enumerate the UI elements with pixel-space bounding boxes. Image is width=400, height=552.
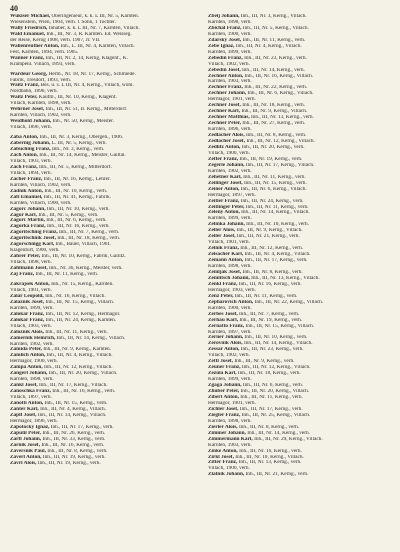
entry-details: Kärnten, 1903, verh. xyxy=(208,442,252,448)
entry-details: Inh., III, Nr. 14, Kerng., Villach. xyxy=(243,341,313,347)
entry-name: Zelinka Johann, xyxy=(208,222,245,228)
entry-details: Inh., III, Nr. 12, Kerng., Villach. xyxy=(246,139,315,145)
entry-details: Inh., III, Nr. 11, Kerng., verh. xyxy=(245,204,309,210)
entry-details: Kärnten, 1902, verh. xyxy=(10,341,54,347)
entry-details: Inh., Nr. 36, Kerng., Meister, verh. xyxy=(49,266,123,272)
entry-details: Inh., III, Nr. 22, Kerng., Villach. xyxy=(254,299,324,305)
entry-details: Inh., III, Nr. 6, Kerng., verh. xyxy=(46,218,107,224)
entry-details: Inh., III, Nr. 24, Kerng., verh. xyxy=(240,198,304,204)
entry-details: Kärnten, 1899, verh. xyxy=(208,377,252,383)
entry-name: Zabuchnig Franz, xyxy=(10,147,51,153)
entry-name: Wallenreuther Anton, xyxy=(10,43,60,49)
entry-details: L. III, Nr. 5, Kerng., verh. xyxy=(51,141,107,147)
entry-name: Zapfl Josef, xyxy=(10,412,37,418)
entry-name: Zepharovich Anton, xyxy=(208,299,254,305)
entry-details: Kärnten, 1896, verh. xyxy=(208,127,252,133)
entry-details: Inh., III, Nr. 11, Kerng., verh. xyxy=(35,272,99,278)
entry-name: Zelsacher Karl, xyxy=(208,252,244,258)
entry-details: Villach, 1901, verh. xyxy=(208,240,250,246)
entry-name: Zebe Ignaz, xyxy=(208,43,235,49)
entry-details: Inh., III, Nr. 10, Kerng., verh. xyxy=(46,206,110,212)
entry-name: Zanotti Anton, xyxy=(10,401,44,407)
entry-name: Zaj Franz, xyxy=(10,272,35,278)
entry-details: Villach, 1900, verh. xyxy=(208,466,250,472)
entry-details: Inh., III, Nr. 12, Kerng., Villach. xyxy=(44,365,113,371)
entry-details: Inh., III, Nr. 14, Kerng., Villach. xyxy=(241,210,310,216)
entry-details: Inh., Nr. 3, Kerng., verh. xyxy=(51,147,105,153)
entry-name: Zampa Anton, xyxy=(10,365,43,371)
entry-details: Kaufm., III, Nr. 10, Kerng., Klagenf. xyxy=(38,95,117,101)
entry-details: Inh., III, Nr. 6, Kerng., Villach. xyxy=(240,186,307,192)
entry-details: Kärnten, 1900, verh. xyxy=(208,31,252,37)
entry-name: Wukiser Michael, xyxy=(10,14,51,19)
entry-details: Inh., III, Nr. 27, Kerng., verh. xyxy=(242,121,306,127)
entry-details: Inh., III, Nr. 20, Kerng., Villach. xyxy=(48,371,118,377)
entry-details: Hermagor, 1900, verh. xyxy=(10,359,58,365)
entry-name: Zagorc Martin, xyxy=(10,218,45,224)
entry-details: Inh., III, Nr. 9, Kerng., verh. xyxy=(234,359,295,365)
entry-name: Zeitlinger Peter, xyxy=(208,204,245,210)
entry-details: Herm., Nr. 18, Nr. 17, Kerng., Schmiede. xyxy=(48,71,136,77)
entry-details: Inh., III, Nr. 11, Kerng., verh. xyxy=(45,329,108,335)
entry-details: Nordbahn, 1896, verh. xyxy=(10,89,58,95)
entry-name: Zemlitsch Johann, xyxy=(208,275,250,281)
entry-name: Zimmer Johann, xyxy=(208,430,246,436)
entry-details: Inh., III, Nr. 33, Kerng., verh. xyxy=(42,436,106,442)
entry-name: Zeitler Franz, xyxy=(208,198,240,204)
entry-details: Inh., III, Nr. 3, Kerng., Obergeh., 1906. xyxy=(39,135,124,141)
entry-details: Inhaber, k. k. L III, Nr. 7, Kärnten, Villach. xyxy=(48,25,140,31)
entry-details: Inh., III, Nr. 5, Kerng., verh. xyxy=(38,212,99,218)
entry-name: Waitz Peter, xyxy=(10,95,38,101)
entry-name: Zierler Alois, xyxy=(208,424,238,430)
entry-details: Inh., III, Nr. 26, Kerng., verh. xyxy=(42,430,106,436)
entry-name: Zach Franz, xyxy=(10,164,38,170)
entry-name: Zagor Karl, xyxy=(10,212,37,218)
entry-name: Wally Friedrich, xyxy=(10,25,48,31)
entry-name: Zeilinger Josef, xyxy=(208,180,243,186)
entry-details: Inh., III, Nr. 22, Kerng., verh. xyxy=(244,85,308,91)
entry-name: Zezula Karl, xyxy=(208,371,237,377)
entry-details: Klagenfurt, 1900, verh. xyxy=(10,248,60,254)
entry-details: Kärnten, Villach, 1900, verh. xyxy=(10,200,72,206)
entry-name: Zlatnik Johann, xyxy=(208,472,245,478)
entry-details: Krampenl. Villach, 1893, verh. xyxy=(10,61,76,67)
entry-details: Villach, 1902, verh. xyxy=(208,61,250,67)
entry-details: Hermagor, 1897, verh. xyxy=(208,192,256,198)
directory-entry xyxy=(208,472,392,478)
entry-details: Inh., III, Nr. 3, R. Kärnten. Ed. Weisseg. xyxy=(46,31,132,37)
entry-details: Kärnten, 1898, verh. xyxy=(208,418,252,424)
entry-details: Hermagor, 1896, verh. xyxy=(10,418,58,424)
directory-entry xyxy=(10,461,194,467)
entry-name: Zichler Josef, xyxy=(208,406,239,412)
entry-details: Inh., III, Nr. 12, Kerng., verh. xyxy=(240,246,304,252)
entry-name: Zaversnik Paul, xyxy=(10,448,46,454)
entry-name: Zelnik Franz, xyxy=(208,246,239,252)
entry-details: Wiesenstein, Wien, 1904, verh. 1 Sohn, 1 Tochter. xyxy=(10,19,116,25)
entry-name: Zerner Johann, xyxy=(208,335,244,341)
entry-details: Villach, 1902, verh. xyxy=(208,353,250,359)
entry-name: Zamernik Heinrich, xyxy=(10,335,56,341)
entry-details: Inh., III, Nr. 15, Kerng., verh. xyxy=(44,401,108,407)
entry-name: Zibert Anton, xyxy=(208,395,239,400)
entry-details: Kärnten, 1903, verh. xyxy=(208,79,252,85)
entry-details: Villach, 1901, verh. xyxy=(10,287,52,293)
entry-details: Inh., III, Nr. 16, Kerng., verh. xyxy=(41,442,105,448)
entry-details: der Reise, Kerng 1908, verh. 1907, Jr. VII. xyxy=(10,37,101,43)
entry-details: Inh., III, Nr. 4, Kerng., Villach. xyxy=(46,353,113,359)
entry-name: Zapotocky Ignaz, xyxy=(10,424,50,430)
entry-details: Kärnten, 1902, verh. xyxy=(208,168,252,174)
right-column xyxy=(208,14,392,548)
entry-details: Fabrik, Tresdorf, 1893, verh. xyxy=(10,77,72,83)
entry-details: Inh., L. III, Nr. 4, Kärnten, Villach. xyxy=(60,43,135,49)
entry-name: Zagorc Johann, xyxy=(10,206,46,212)
entry-details: Inh., III, Nr. 8, Kerng., verh. xyxy=(242,269,303,275)
entry-name: Zaba Anton, xyxy=(10,135,39,141)
entry-details: Inh., III, Nr. 10, Kerng., verh. xyxy=(44,188,108,194)
entry-name: Zechner Johann, xyxy=(208,91,247,97)
entry-name: Wald Emanuel, xyxy=(10,31,46,37)
entry-details: Inh., III, Nr. 12, Kerng., Hermagor. xyxy=(45,311,121,317)
entry-details: Inh., III, Nr. 12, Kerng., Villach. xyxy=(241,365,311,371)
entry-details: Inh., III, Nr. 7, Kerng., verh. xyxy=(59,230,120,236)
entry-details: Inh., III, Nr. 14, Kerng., Villach. xyxy=(37,412,107,418)
entry-details: Inh., III, Nr. 15, Kerng., Villach. xyxy=(45,299,115,305)
entry-details: Inh., Nr. 16, Kerng., Villach. xyxy=(45,293,106,299)
entry-details: Inh., III, Nr. 11, Kerng., verh. xyxy=(240,395,303,400)
entry-name: Zechner Matthias, xyxy=(208,115,250,121)
entry-name: Zagoritschnik Josef, xyxy=(10,236,56,242)
entry-details: Villach, Kärnten, 1898, verh. xyxy=(10,101,72,107)
entry-details: Inh., III, Nr. 19, Kerng., verh. xyxy=(239,317,303,323)
entry-name: Zach Anton, xyxy=(10,152,38,158)
entry-details: Inh., III, Nr. 11, Kerng., verh. xyxy=(242,37,306,43)
entry-details: Inh., III, Nr. 51, II. Kerng., Mitterdorf. xyxy=(45,107,128,113)
entry-details: Inh., III, Nr. 4, Kerng., Villach. xyxy=(244,252,311,258)
entry-details: Inh., III, Nr. 18, Kerng., verh. xyxy=(242,103,305,109)
entry-name: Zbelj Johann, xyxy=(208,14,240,19)
entry-name: Zechner Peter, xyxy=(208,121,241,127)
entry-name: Zarnik Josef, xyxy=(10,442,41,448)
entry-details: Fest, Kärnten, 1894, verh. 1905. xyxy=(10,49,79,55)
entry-name: Zechner Franz, xyxy=(208,85,243,91)
entry-details: Inh., III, Nr. 16, Kerng., Villach. xyxy=(244,73,314,79)
entry-details: Inh., III, Nr. 23, Kerng., verh. xyxy=(240,347,304,353)
entry-details: Inh., III, Nr. 8, Kerng., verh. xyxy=(238,424,300,430)
entry-details: Inh., III, Nr. 11, Kerng., verh. xyxy=(243,174,306,180)
entry-details: Inh., III, Nr. 16, Kerng., verh. xyxy=(239,448,302,454)
entry-details: Inh., III, Nr. 6, Kerng., Villach. xyxy=(247,91,314,97)
entry-details: Inh., III, Nr. 19, Kerng., verh. xyxy=(42,454,106,460)
entry-details: Kärnten, 1899, verh. xyxy=(208,49,252,55)
entry-details: Inh., III, Nr. 29, Kerng., Villach. xyxy=(254,436,323,442)
entry-name: Ziegler Franz, xyxy=(208,412,241,418)
entry-name: Zangerl Johann, xyxy=(10,371,48,377)
entry-details: Hermagor, 1903, verh. xyxy=(208,287,256,293)
entry-name: Zagoritschnig Franz, xyxy=(10,230,58,236)
entry-details: Inh., III, Nr. 14, Kerng., Villach. xyxy=(56,335,126,341)
entry-name: Zenz Peter, xyxy=(208,293,234,299)
left-column xyxy=(10,14,194,548)
entry-name: Zernatto Franz, xyxy=(208,323,245,329)
entry-details: Villach, 1896, verh. xyxy=(10,125,52,131)
entry-name: Zeller Alois, xyxy=(208,228,236,234)
entry-details: Kärnten, 1898, verh. xyxy=(208,19,252,25)
entry-name: Zebedin Josef, xyxy=(208,67,241,73)
entry-name: Zebedin Franz, xyxy=(208,55,243,61)
entry-details: Inh., III, Nr. 9, Kerng., Villach. xyxy=(236,228,303,234)
columns xyxy=(10,14,392,548)
entry-details: Inh., III, Nr. 5, Kerng., Mitterdorf. xyxy=(39,164,112,170)
entry-name: Zimmermann Karl, xyxy=(208,436,253,442)
entry-name: Zerbes Josef, xyxy=(208,311,238,317)
entry-details: Villach, 1894, verh. xyxy=(10,170,52,176)
entry-details: Inh., III, Nr. 4, Kerng., Villach. xyxy=(235,43,302,49)
entry-name: Zbichal Franz, xyxy=(208,25,242,31)
entry-details: Inh., Bauer, Villach, 1901. xyxy=(55,242,112,248)
entry-details: Inh., III, Nr. 24, Kerng., Kärnten. xyxy=(45,317,117,323)
entry-name: Zehetner Karl, xyxy=(208,174,242,180)
entry-details: Inh., III, Nr. 23, Kerng., verh. xyxy=(244,55,307,61)
entry-name: Zerhau Karl, xyxy=(208,317,239,323)
entry-name: Zegerle Johann, xyxy=(208,162,245,168)
entry-details: Inh., III, Nr. 16, Kerng., Lehrer. xyxy=(43,176,111,182)
entry-details: Hermagor, 1901, verh. xyxy=(208,400,256,406)
page-number: 40 xyxy=(10,4,18,13)
entry-name: Zechner Anton, xyxy=(208,73,244,79)
entry-name: Zabernig Johann, xyxy=(10,141,51,147)
entry-name: Zamida Peter, xyxy=(10,347,42,353)
entry-details: Inh., III, Nr. 2, 14, Kerng, Klagenf., K. xyxy=(45,55,128,61)
entry-details: Kärnten, 1900, verh. xyxy=(208,305,252,311)
entry-name: Zedlitz Anton, xyxy=(208,144,241,150)
entry-details: Inh., III, Nr. 9, Kerng., Villach. xyxy=(241,109,308,115)
entry-details: Inh., Nr. 50, Kerng., Meister. xyxy=(52,119,114,125)
entry-details: Inh., III, Nr. 9, Kerng., Kärnten. xyxy=(43,347,112,353)
entry-details: Inh., III, Nr. 17, Kerng., Villach. xyxy=(39,383,108,389)
entry-name: Zeuner Franz, xyxy=(208,365,241,371)
entry-details: Inh., III, Nr. 7, Kerng., verh. xyxy=(239,311,300,317)
entry-details: Inh., III, Nr. 18, Kerng., verh. xyxy=(57,236,121,242)
entry-details: Inh., III, Nr. 5, Kerng., Villach. xyxy=(242,25,309,31)
entry-details: Kärnten, 1897, verh. xyxy=(208,329,252,335)
entry-details: Inh., III, Nr. 13, Kerng., verh. xyxy=(251,115,314,121)
entry-name: Zagorschnigg Karl, xyxy=(10,242,55,248)
entry-details: Kärnten, 1898, verh. xyxy=(208,264,252,270)
entry-details: Inh., III, Nr. 16, Kerng., verh. xyxy=(52,389,116,395)
entry-name: Zechner Josef, xyxy=(208,103,241,109)
entry-name: Wanner Franz, xyxy=(10,55,45,61)
entry-details: Inh., III, Nr. 14, Kerng., verh. xyxy=(247,430,311,436)
entry-name: Zemljak Josef, xyxy=(208,269,242,275)
entry-name: Zeffer Franz, xyxy=(208,156,239,162)
entry-details: Bes. u. s. L III, Nr. 4, Kerng., Villach, wohl. xyxy=(40,83,134,89)
entry-details: Inh., III, Nr. 10, Kerng., verh. xyxy=(246,222,309,228)
entry-details: Inh., III, Nr. 13, Kerng., verh. xyxy=(238,460,302,466)
entry-details: Kärnten, Villach, 1902, verh. xyxy=(10,182,72,188)
entry-name: Zalokar Franz, xyxy=(10,311,45,317)
entry-name: Zaputil Peter, xyxy=(10,430,41,436)
entry-name: Zessar Anton, xyxy=(208,347,240,353)
entry-name: Zgaga Johann, xyxy=(208,383,242,389)
entry-name: Zanoschka Franz, xyxy=(10,389,51,395)
entry-details: Inh., III, Nr. 16, Kerng., verh. xyxy=(46,224,110,230)
entry-details: Inh., III, Nr. 19, Kerng., verh. xyxy=(239,156,303,162)
entry-name: Zavrl Alois, xyxy=(10,460,37,466)
entry-name: Zanter Karl, xyxy=(10,407,39,412)
entry-name: Zarfl Johann, xyxy=(10,436,42,442)
entry-name: Zahrer Peter, xyxy=(10,254,41,260)
entry-details: Inh., III, Nr. 20, Kerng., verh. xyxy=(241,144,305,150)
entry-name: Zechner Karl, xyxy=(208,109,240,115)
entry-details: Inh., III, Nr. 16, Kerng., verh. xyxy=(238,281,302,287)
entry-details: Villach, 1898, verh. xyxy=(10,260,52,266)
entry-details: Inh., III, Nr. 21, Kerng., verh. xyxy=(236,234,300,240)
entry-name: Zakrajsek Anton, xyxy=(10,281,50,287)
entry-details: Villach, 1897, verh. xyxy=(10,395,52,401)
entry-name: Zemann Anton, xyxy=(208,258,244,264)
entry-name: Zamlich Anton, xyxy=(10,353,46,359)
entry-name: Wehrner Josef, xyxy=(10,107,45,113)
entry-details: Inh., III, Nr. 10, Kerng., Villach. xyxy=(235,454,304,460)
entry-name: Zalaznik Josef, xyxy=(10,299,45,305)
entry-details: Inh., III, Nr. 10, Kerng., Fabrik, Gailitz. xyxy=(41,254,126,260)
entry-name: Zitter Franz, xyxy=(208,460,238,466)
entry-name: Zirkl Josef, xyxy=(208,454,234,460)
entry-details: Inh., III, Nr. 15, Kerng., Villach. xyxy=(245,323,315,329)
entry-details: Inh., III, Nr. 17, Kerng., verh. xyxy=(50,424,114,430)
entry-name: Zenkl Franz, xyxy=(208,281,238,287)
entry-details: Inh., III, Nr. 18, Kerng., verh. xyxy=(237,371,301,377)
entry-details: Inh., III, Nr. 15, Kerng., verh. xyxy=(243,180,307,186)
entry-details: Inh., III, Nr. 17, Kerng., verh. xyxy=(239,406,303,412)
entry-details: Inh., III, Nr. 6, Kerng., verh. xyxy=(242,383,304,389)
entry-name: Zedlacher Josef, xyxy=(208,139,245,145)
entry-details: Kärnten, 1899, verh. xyxy=(208,216,252,222)
entry-details: Inh., III, Nr. 20, Kerng., Villach. xyxy=(240,389,310,395)
entry-name: Zerovnik Alois, xyxy=(208,341,243,347)
entry-details: Inh., III, Nr. 3, Kerng., Villach. xyxy=(240,14,307,19)
entry-details: Villach, 1900, verh. xyxy=(208,150,250,156)
entry-details: Inh., III, Nr. 8, Kerng., verh. xyxy=(47,448,108,454)
entry-name: Zedlacher Alois, xyxy=(208,133,245,139)
entry-name: Zaloznik Alois, xyxy=(10,329,44,335)
entry-name: Zafl Emanuel, xyxy=(10,194,43,200)
entry-details: Villach, 1903, verh. xyxy=(10,158,52,164)
entry-details: Oberingenieur, k. k. L III, Nr. 5, Kärnten. xyxy=(51,14,140,19)
entry-name: Zeleny Anton, xyxy=(208,210,240,216)
entry-details: Inh., III, Nr. 10, Kerng., verh. xyxy=(244,335,308,341)
entry-details: Inh., III, Nr. 14, Kerng., Meister, Gailtal. xyxy=(39,152,126,158)
entry-details: Kärnten, 1898, verh. xyxy=(10,377,54,383)
entry-details: Inh., III, Nr. 8, Kerng., verh. xyxy=(246,133,307,139)
entry-name: Zadnik Anton, xyxy=(10,188,43,194)
entry-details: Inh., III, Nr. 13, Kerng., Villach. xyxy=(251,275,320,281)
entry-name: Weidhold Johann, xyxy=(10,119,52,125)
entry-name: Wardeur Georg, xyxy=(10,71,48,77)
entry-details: Kärnten, 1899, verh. xyxy=(10,305,54,311)
entry-details: Inh., III, Nr. 14, Kerng., verh. xyxy=(242,67,305,73)
entry-name: Zinke Anton, xyxy=(208,448,238,454)
entry-details: Inh., III, Nr. 11, Kerng., verh. xyxy=(234,293,298,299)
entry-name: Zettl Josef, xyxy=(208,359,234,365)
entry-details: Inh., III, Nr. 17, Kerng., Villach. xyxy=(245,162,315,168)
entry-name: Waitz Franz, xyxy=(10,83,40,89)
entry-details: Villach, 1903, verh. xyxy=(10,323,52,329)
entry-details: Inh., III, Nr. 41, Kerng., Fabrik. xyxy=(43,194,111,200)
entry-name: Zalokar Franz, xyxy=(10,317,45,323)
entry-name: Zdarsky Josef, xyxy=(208,37,242,43)
entry-name: Zalar Leopold, xyxy=(10,293,44,299)
entry-name: Zhuber Peter, xyxy=(208,389,240,395)
entry-details: Inh., III, Nr. 17, Kerng., verh. xyxy=(244,258,308,264)
entry-details: Inh., III, Nr. 4, Kerng., Villach. xyxy=(40,407,107,412)
entry-details: Hermagor, 1901, verh. xyxy=(208,97,256,103)
entry-name: Zeiner Anton, xyxy=(208,186,240,192)
entry-name: Zacher Franz, xyxy=(10,176,43,182)
entry-name: Zagorka Franz, xyxy=(10,224,46,230)
entry-name: Zankl Josef, xyxy=(10,383,38,389)
entry-name: Zahlmann Josef, xyxy=(10,266,48,272)
entry-details: Inh., III, Nr. 19, Kerng., verh. xyxy=(37,460,101,466)
entry-details: Inh., Nr. 15, Kerng., Kärnten. xyxy=(51,281,114,287)
entry-name: Zaverl Anton, xyxy=(10,454,42,460)
entry-details: Kärnten, Villach, 1902, verh. xyxy=(10,113,72,119)
entry-name: Zeller Josef, xyxy=(208,234,236,240)
entry-details: Inh., III, Nr. 25, Kerng., Villach. xyxy=(241,412,311,418)
entry-details: Inh., III, Nr. 21, Kerng., verh. xyxy=(245,472,309,478)
